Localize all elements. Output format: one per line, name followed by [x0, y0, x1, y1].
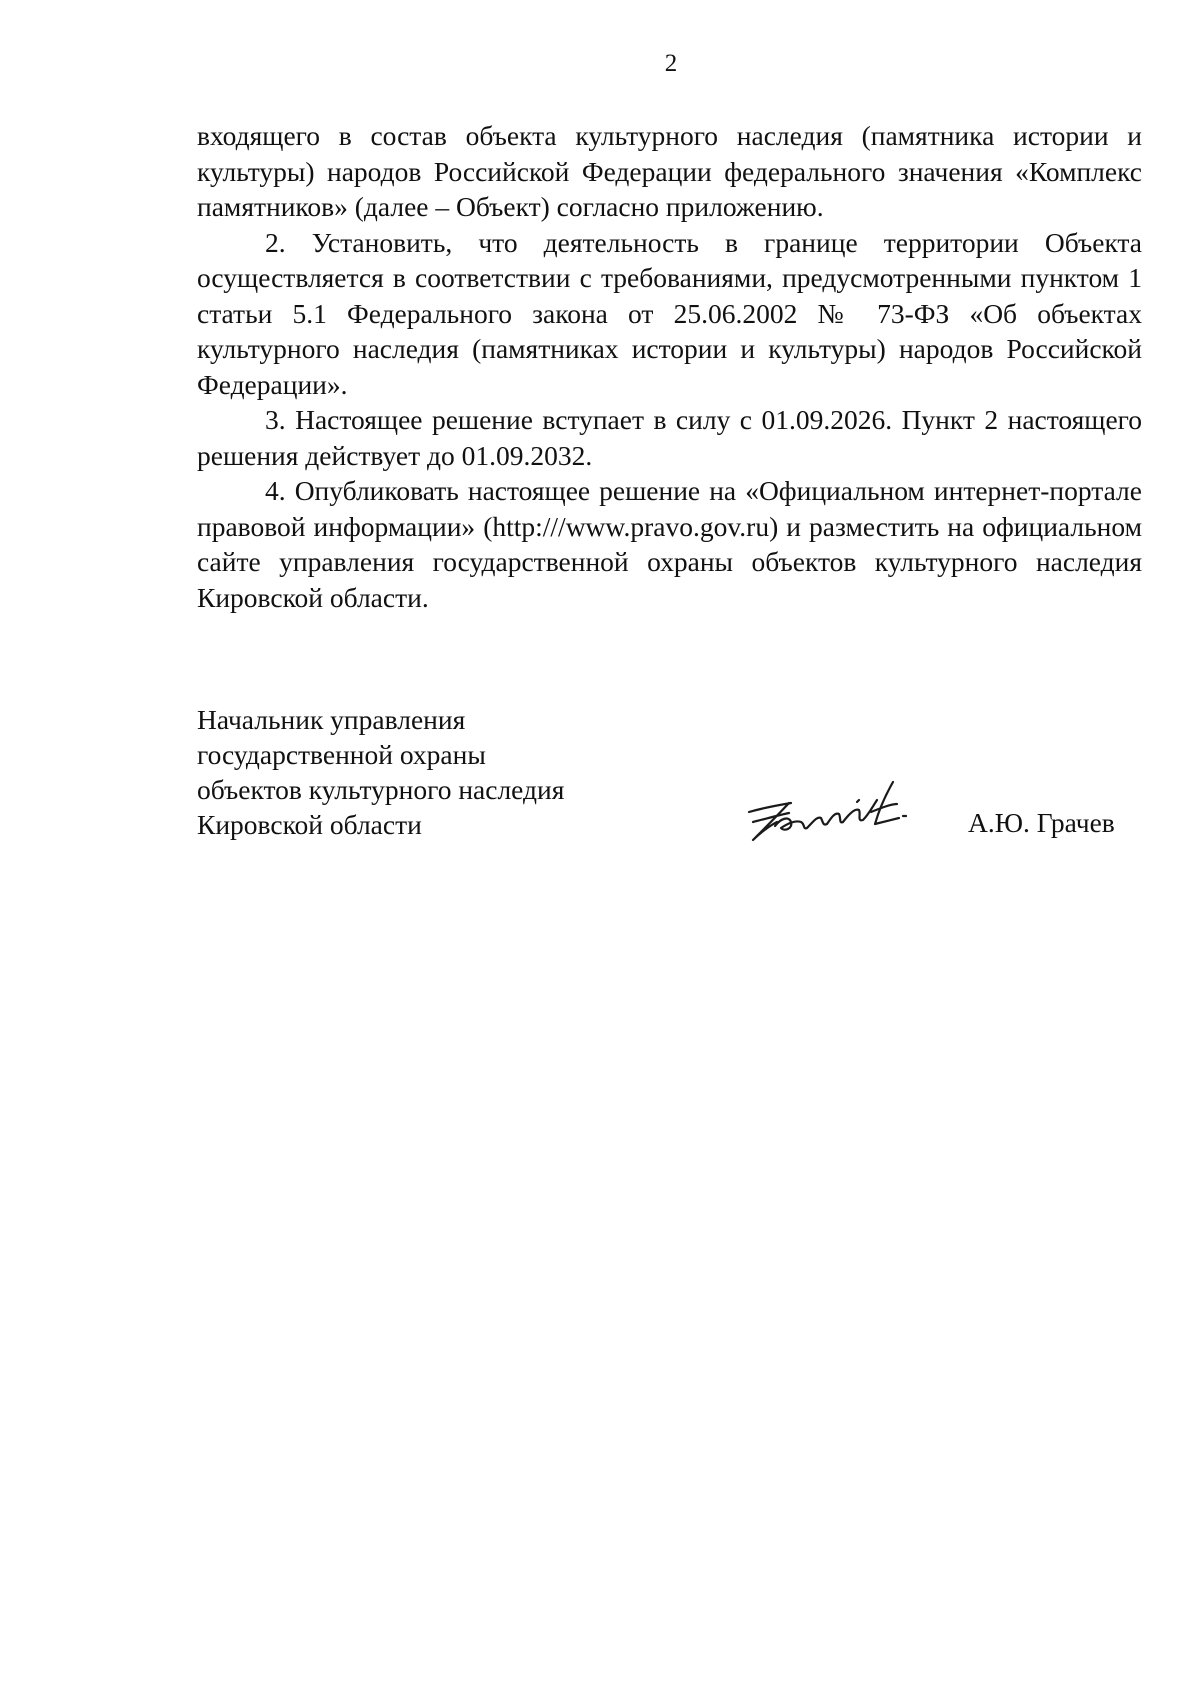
- position-line: государственной охраны: [197, 739, 486, 770]
- paragraph-item-4: 4. Опубликовать настоящее решение на «Официальном интернет-портале правовой информации» (http:///www.pravo.gov.ru) и разместить на официальном сайте управления государственной охраны объектов культурного наследия Кировской области.: [197, 475, 1142, 613]
- signatory-name: А.Ю. Грачев: [968, 807, 1115, 838]
- paragraph-continuation: входящего в состав объекта культурного наследия (памятника истории и культуры) народов Российской Федерации федерального значения «Комплекс памятников» (далее – Объект) согласно приложению.: [197, 120, 1142, 222]
- signatory-position: [197, 702, 564, 842]
- handwritten-signature: [745, 778, 920, 846]
- position-line: Кировской области: [197, 809, 422, 840]
- position-line: Начальник управления: [197, 704, 466, 735]
- document-body: [197, 118, 1142, 615]
- paragraph-item-3: 3. Настоящее решение вступает в силу с 01.09.2026. Пункт 2 настоящего решения действует до 01.09.2032.: [197, 404, 1142, 471]
- page-number: 2: [664, 50, 678, 77]
- paragraph-item-2: 2. Установить, что деятельность в границе территории Объекта осуществляется в соответствии с требованиями, предусмотренными пунктом 1 статьи 5.1 Федерального закона от 25.06.2002 № 73-ФЗ «Об объектах культурного наследия (памятниках истории и культуры) народов Российской Федерации».: [197, 226, 1142, 400]
- position-line: объектов культурного наследия: [197, 774, 565, 805]
